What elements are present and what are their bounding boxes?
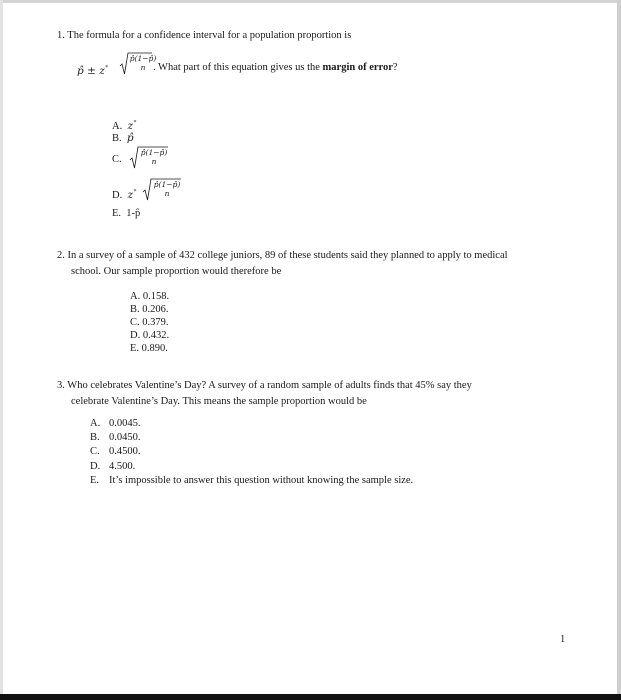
q1-formula-lead: p̂ ± z* (77, 65, 109, 77)
q3-option-b: B. (90, 432, 100, 443)
q3-option-e-text: It’s impossible to answer this question without knowing the sample size. (109, 475, 414, 486)
page-edge-left (0, 0, 3, 694)
q3-option-c: C. (90, 446, 100, 457)
q3-option-a-text: 0.0045. (109, 418, 141, 429)
q1-fraction-numerator: p̂(1−p̂) (129, 54, 157, 63)
q2-stem-line1: 2. In a survey of a sample of 432 college juniors, 89 of these students said they planned to apply to medical (57, 250, 508, 261)
q3-stem-line2: celebrate Valentine’s Day. This means the sample proportion would be (71, 396, 367, 407)
q1-option-b: B. p̂ (112, 132, 134, 144)
q2-option-d: D. 0.432. (130, 330, 170, 341)
q2-stem-line2: school. Our sample proportion would therefore be (71, 266, 282, 277)
q2-option-e: E. 0.890. (130, 343, 168, 354)
page-number: 1 (560, 634, 566, 645)
q3-option-d: D. (90, 461, 101, 472)
page-edge-right (617, 0, 621, 694)
q1-option-c: C. (112, 154, 122, 165)
q1-option-a: A. z* (112, 120, 137, 132)
bottom-bar (0, 694, 621, 700)
q1-option-d: D. z* (112, 189, 137, 201)
q1-option-d-fraction: p̂(1−p̂) n (153, 180, 181, 198)
q1-stem: 1. The formula for a confidence interval for a population proportion is (57, 30, 352, 41)
q3-option-c-text: 0.4500. (109, 446, 141, 457)
q1-option-c-fraction: p̂(1−p̂) n (140, 148, 168, 166)
q3-option-d-text: 4.500. (109, 461, 136, 472)
q3-option-b-text: 0.0450. (109, 432, 141, 443)
q2-option-c: C. 0.379. (130, 317, 169, 328)
q3-option-a: A. (90, 418, 101, 429)
q1-option-e: E. 1-p̂ (112, 208, 141, 219)
q1-fraction-denominator: n (140, 63, 146, 72)
q2-option-b: B. 0.206. (130, 304, 169, 315)
q3-option-e: E. (90, 475, 100, 486)
q3-stem-line1: 3. Who celebrates Valentine’s Day? A survey of a random sample of adults finds that 45% say they (57, 380, 472, 391)
q2-option-a: A. 0.158. (130, 291, 170, 302)
q1-question: . What part of this equation gives us the margin of error? (153, 62, 398, 73)
q1-question-bold: margin of error (322, 62, 393, 73)
page-edge-top (0, 0, 621, 3)
